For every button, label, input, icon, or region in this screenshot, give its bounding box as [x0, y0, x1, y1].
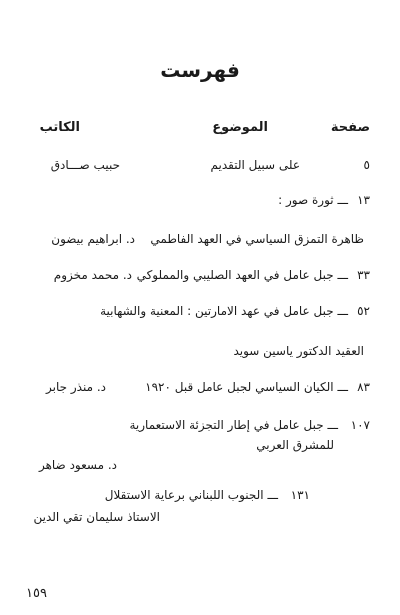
page-title: فهرست	[160, 58, 240, 82]
entry-4-topic: ـــ جبل عامل في العهد الصليبي والمملوكي	[136, 268, 348, 282]
page-number: ١٥٩	[26, 586, 47, 601]
entry-4-page: ٣٣	[357, 268, 370, 282]
entry-9-page: ١٣١	[290, 488, 310, 502]
header-author: الكاتب	[39, 120, 80, 135]
entry-5-topic: ـــ جبل عامل في عهد الامارتين : المعنية والشهابية	[100, 304, 348, 318]
entry-8-topic-line2: للمشرق العربي	[256, 438, 334, 452]
entry-2-page: ١٣	[357, 193, 370, 207]
entry-8-page: ١٠٧	[350, 418, 370, 432]
entry-1-author: حبيب صـــادق	[50, 158, 120, 172]
entry-8-author: د. مسعود ضاهر	[38, 458, 117, 472]
entry-6-author: العقيد الدكتور ياسين سويد	[233, 344, 364, 358]
entry-7-topic: ـــ الكيان السياسي لجبل عامل قبل ١٩٢٠	[145, 380, 348, 394]
entry-3-author: د. ابراهيم بيضون	[51, 232, 135, 246]
header-topic: الموضوع	[212, 120, 268, 135]
entry-9-author: الاستاذ سليمان تقي الدين	[33, 510, 160, 524]
entry-4-author: د. محمد مخزوم	[53, 268, 132, 282]
entry-7-page: ٨٣	[357, 380, 370, 394]
entry-8-topic: ـــ جبل عامل في إطار التجزئة الاستعمارية	[129, 418, 338, 432]
entry-5-page: ٥٢	[357, 304, 370, 318]
entry-1-page: ٥	[363, 158, 370, 172]
entry-7-author: د. منذر جابر	[46, 380, 106, 394]
entry-2-topic: ـــ ثورة صور :	[278, 193, 348, 207]
entry-9-topic: ـــ الجنوب اللبناني برعاية الاستقلال	[104, 488, 278, 502]
header-page: صفحة	[330, 120, 370, 135]
entry-1-topic: على سبيل التقديم	[210, 158, 300, 172]
entry-3-topic: ظاهرة التمزق السياسي في العهد الفاطمي	[150, 232, 364, 246]
